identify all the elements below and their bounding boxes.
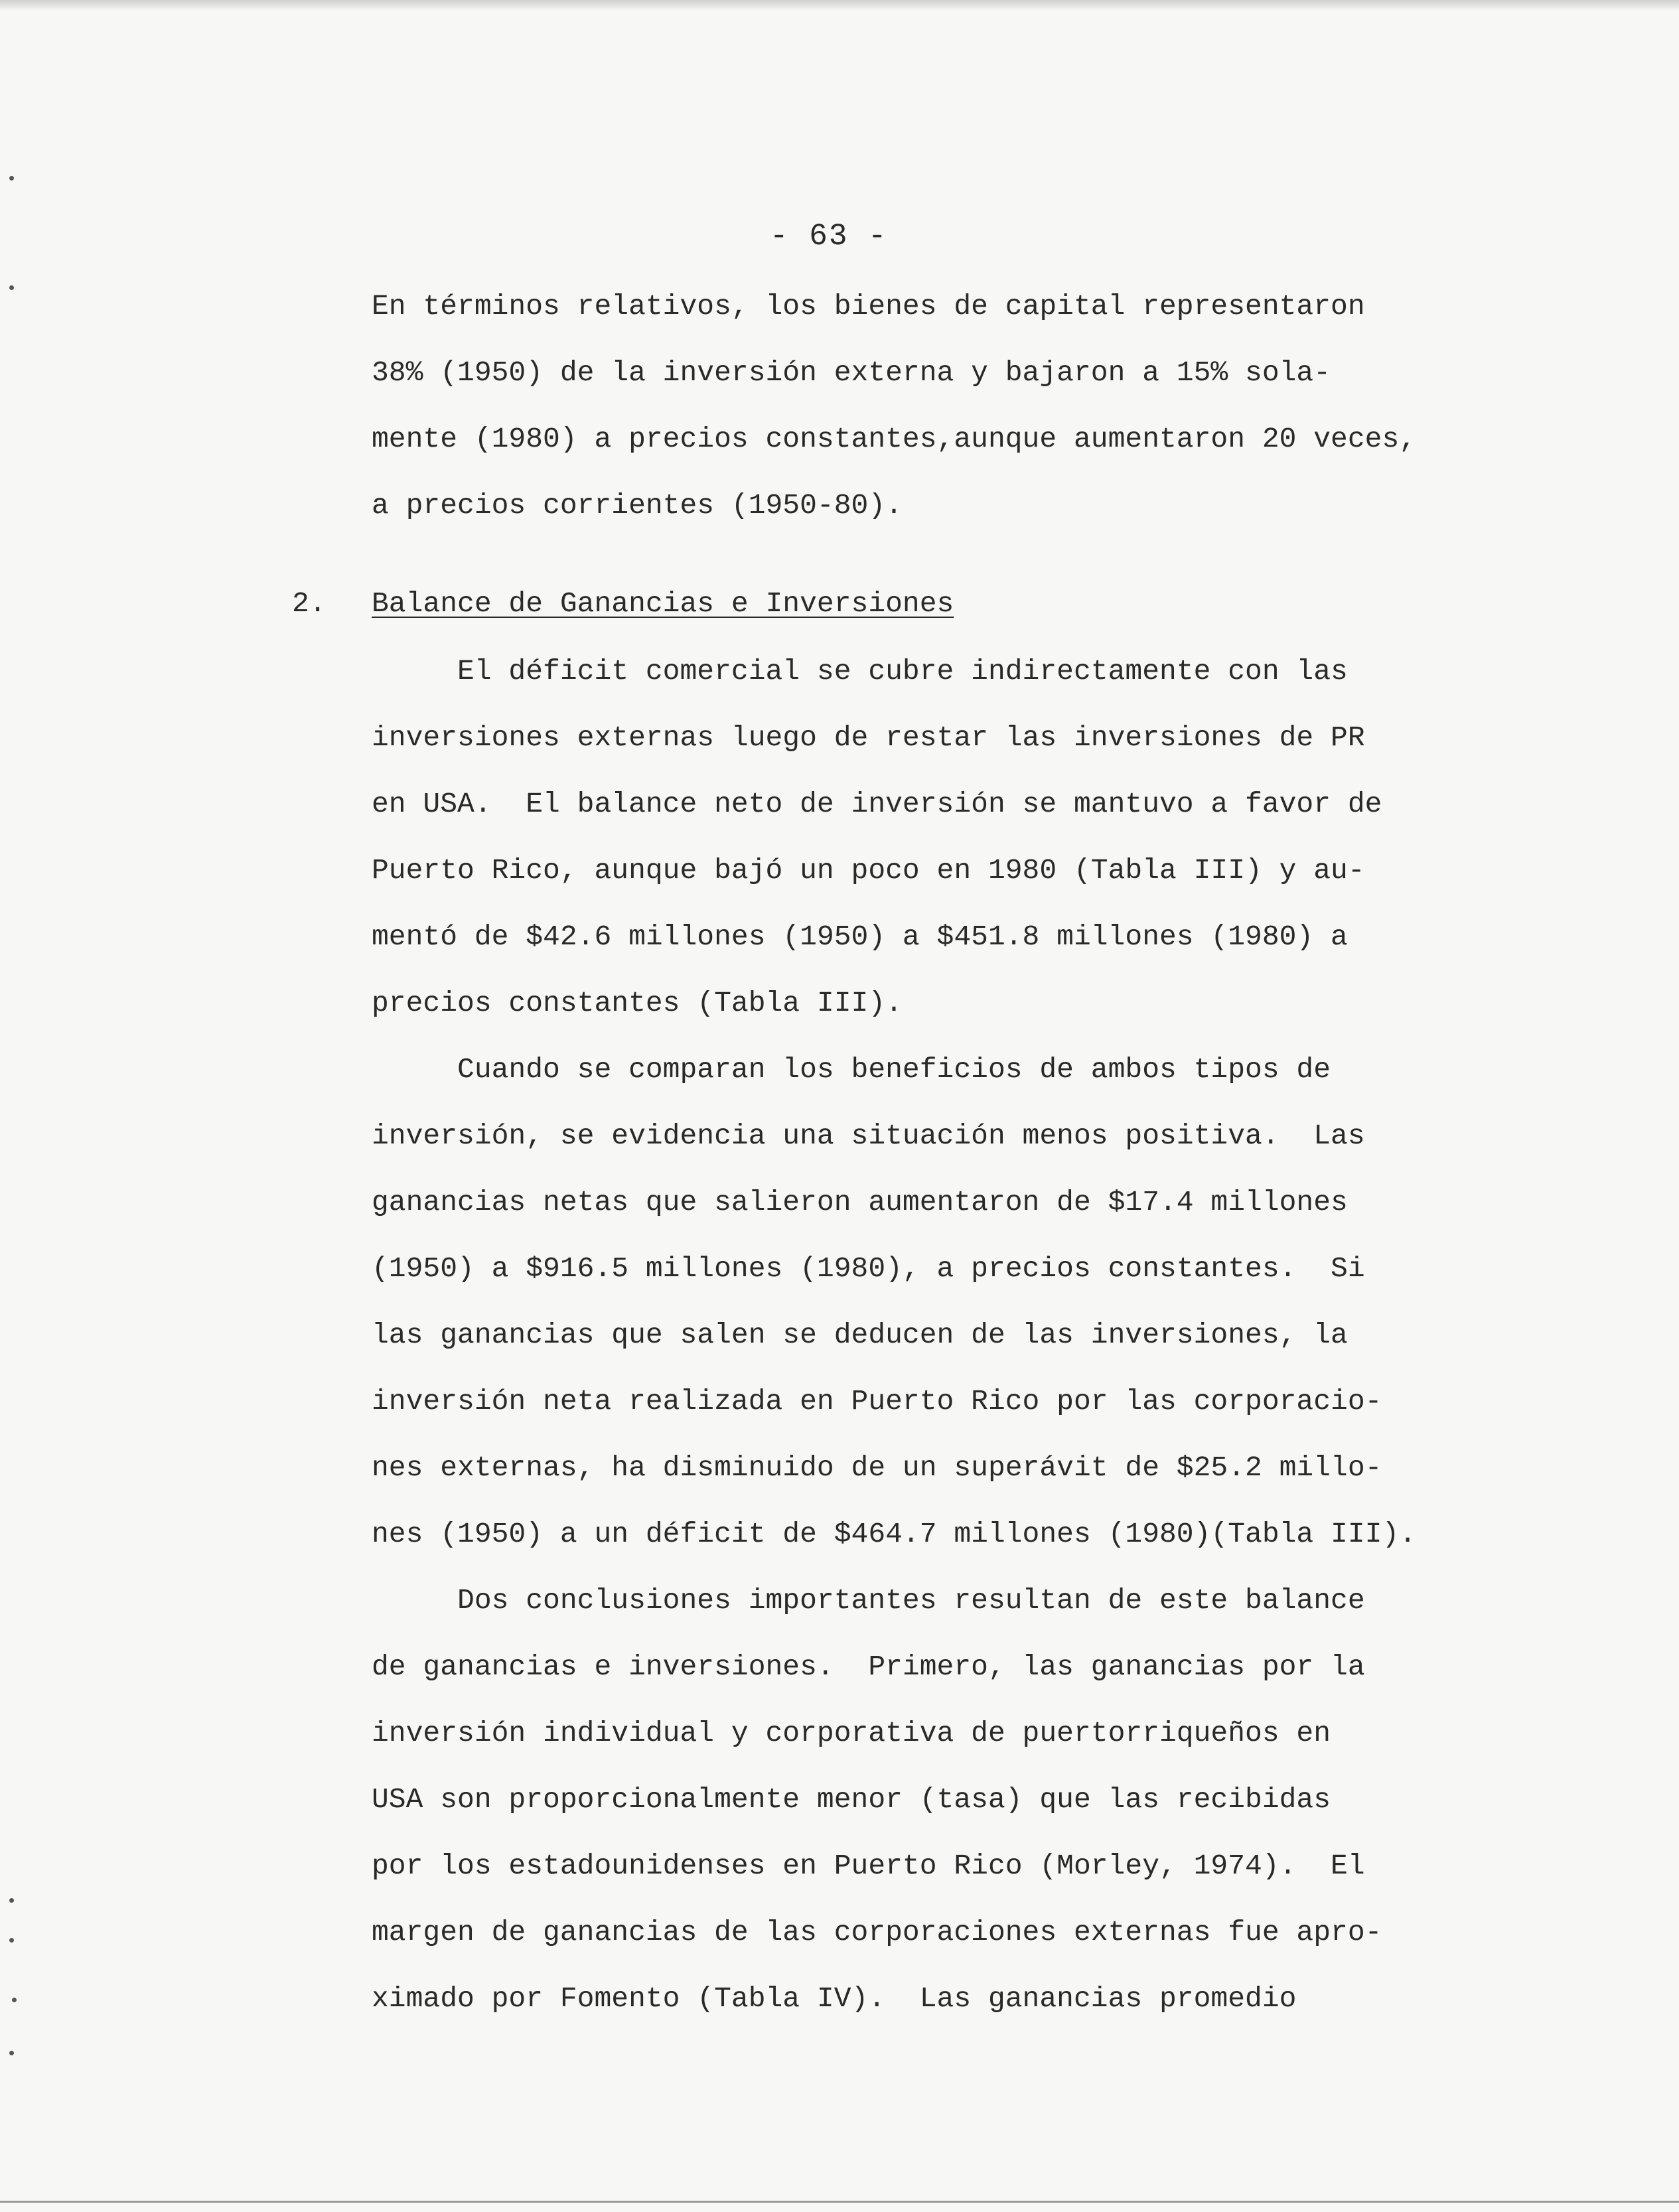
text-line: inversión individual y corporativa de puertorriqueños en <box>372 1717 1331 1749</box>
text-line: inversión, se evidencia una situación menos positiva. Las <box>372 1120 1365 1152</box>
scan-bottom-edge <box>0 2201 1679 2203</box>
text-line: las ganancias que salen se deducen de las inversiones, la <box>372 1319 1348 1351</box>
text-line: El déficit comercial se cubre indirectamente con las <box>372 655 1348 688</box>
text-line: margen de ganancias de las corporaciones externas fue apro- <box>372 1916 1382 1949</box>
text-line: mente (1980) a precios constantes,aunque aumentaron 20 veces, <box>372 423 1417 455</box>
text-line: mentó de $42.6 millones (1950) a $451.8 millones (1980) a <box>372 921 1348 953</box>
text-line: precios constantes (Tabla III). <box>372 987 903 1019</box>
text-line: ximado por Fomento (Tabla IV). Las ganancias promedio <box>372 1982 1297 2015</box>
text-line: Puerto Rico, aunque bajó un poco en 1980 (Tabla III) y au- <box>372 854 1365 887</box>
text-line: (1950) a $916.5 millones (1980), a precios constantes. Si <box>372 1252 1365 1285</box>
text-line: 38% (1950) de la inversión externa y bajaron a 15% sola- <box>372 356 1331 389</box>
page-number: - 63 - <box>770 219 888 254</box>
section-number: 2. <box>292 587 327 620</box>
text-line: nes (1950) a un déficit de $464.7 millones (1980)(Tabla III). <box>372 1518 1417 1550</box>
text-line: USA son proporcionalmente menor (tasa) que las recibidas <box>372 1783 1331 1816</box>
text-line: ganancias netas que salieron aumentaron de $17.4 millones <box>372 1186 1348 1218</box>
text-line: por los estadounidenses en Puerto Rico (Morley, 1974). El <box>372 1850 1365 1882</box>
text-line: inversiones externas luego de restar las inversiones de PR <box>372 721 1365 754</box>
text-line: de ganancias e inversiones. Primero, las ganancias por la <box>372 1651 1365 1683</box>
section-title: Balance de Ganancias e Inversiones <box>372 587 954 620</box>
text-line: inversión neta realizada en Puerto Rico por las corporacio- <box>372 1385 1382 1418</box>
text-line: Dos conclusiones importantes resultan de este balance <box>372 1584 1365 1617</box>
text-line: a precios corrientes (1950-80). <box>372 489 903 522</box>
text-line: Cuando se comparan los beneficios de ambos tipos de <box>372 1053 1331 1086</box>
text-line: nes externas, ha disminuido de un superávit de $25.2 millo- <box>372 1451 1382 1484</box>
text-line: en USA. El balance neto de inversión se mantuvo a favor de <box>372 788 1382 820</box>
text-line: En términos relativos, los bienes de capital representaron <box>372 290 1365 323</box>
